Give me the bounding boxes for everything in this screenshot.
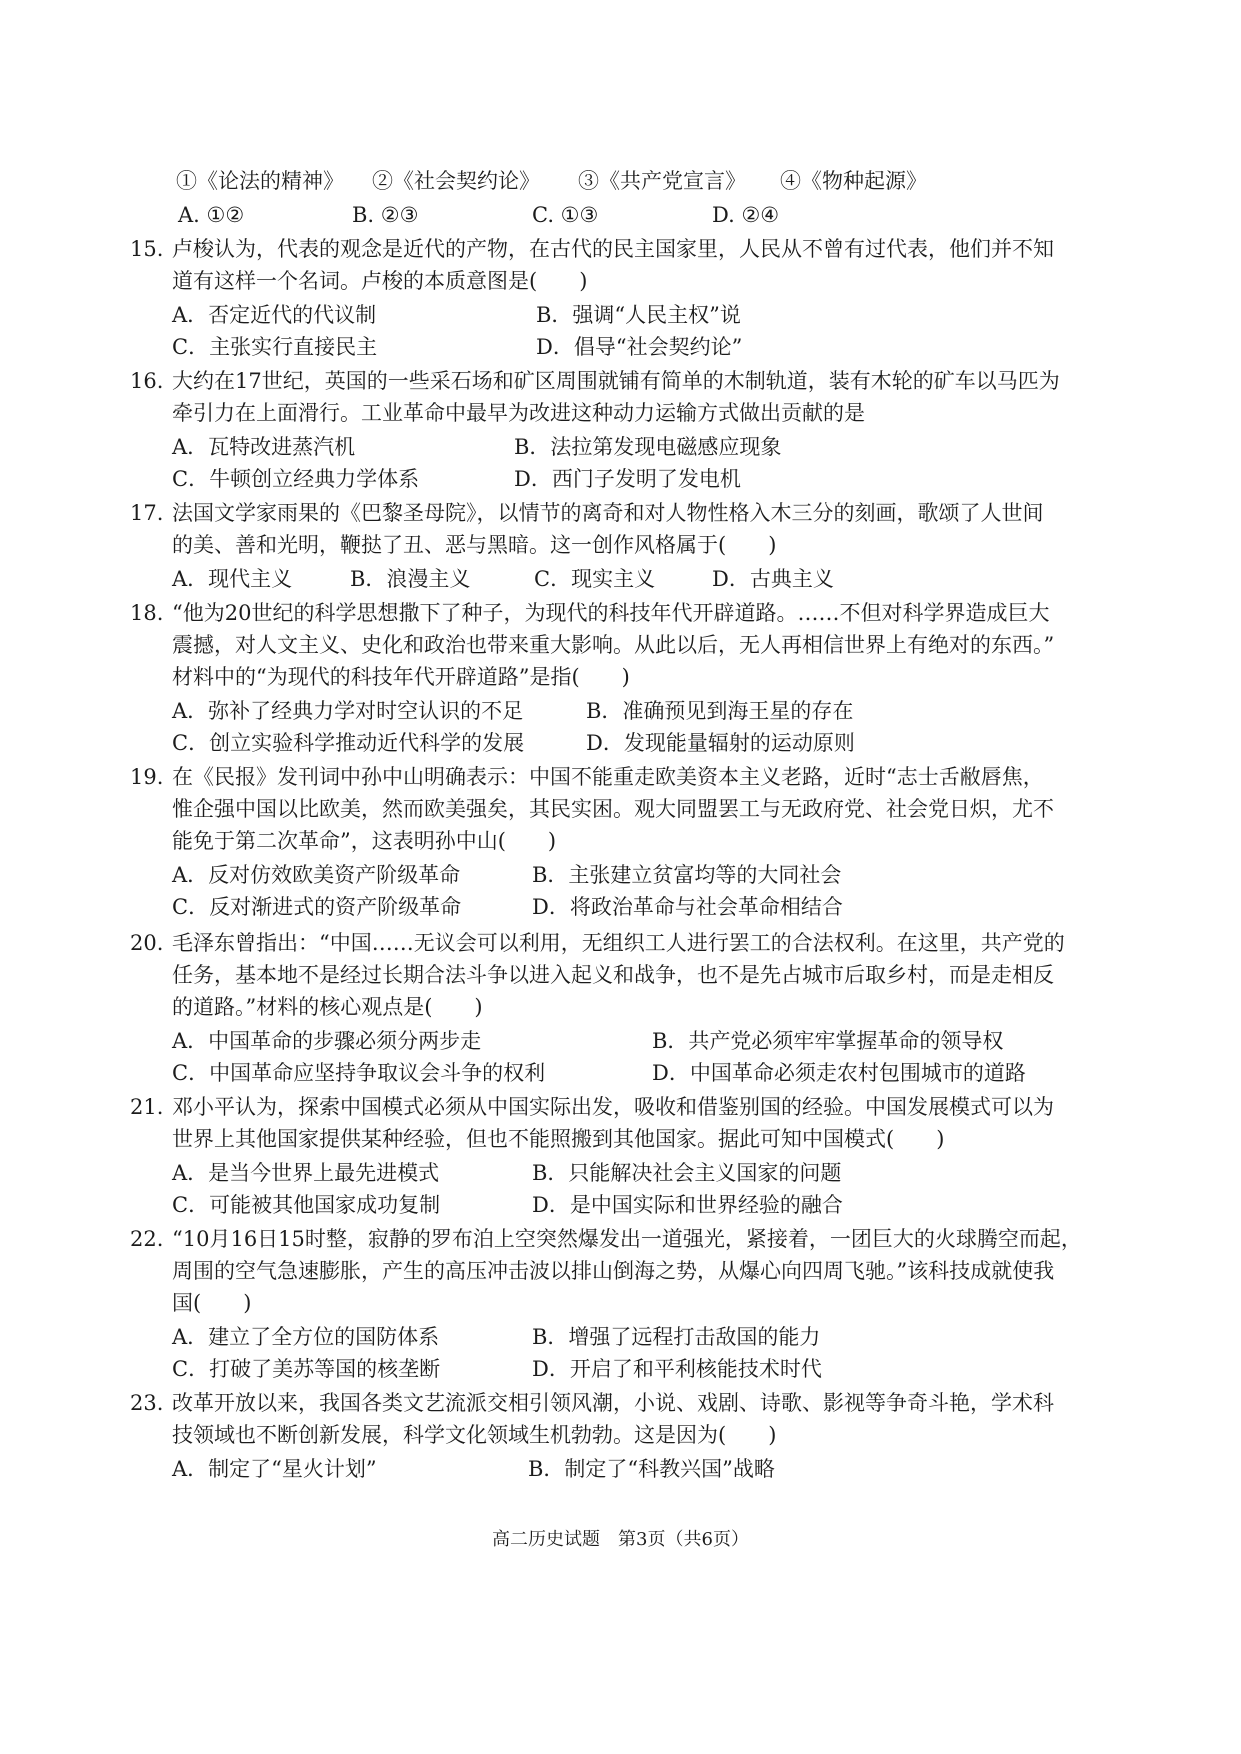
q17-option-d: D．古典主义 <box>712 567 834 591</box>
q15-option-c: C．主张实行直接民主 <box>172 335 378 359</box>
q20-option-a: A．中国革命的步骤必须分两步走 <box>172 1029 482 1053</box>
page-footer: 高二历史试题 第3页（共6页） <box>492 1529 749 1550</box>
q14-option-b: B. ②③ <box>352 203 419 227</box>
q15-option-b: B．强调“人民主权”说 <box>536 303 741 327</box>
q18-stem-line-1: “他为20世纪的科学思想撒下了种子，为现代的科技年代开辟道路。……不但对科学界造成巨大 <box>172 601 1050 625</box>
q21-option-a: A．是当今世界上最先进模式 <box>172 1161 440 1185</box>
q20-option-c: C．中国革命应坚持争取议会斗争的权利 <box>172 1061 546 1085</box>
q18-option-d: D．发现能量辐射的运动原则 <box>586 731 855 755</box>
work-4: ④《物种起源》 <box>780 169 927 193</box>
q16-option-d: D．西门子发明了发电机 <box>514 467 741 491</box>
work-3: ③《共产党宣言》 <box>578 169 746 193</box>
q15-option-a: A．否定近代的代议制 <box>172 303 377 327</box>
q20-stem-line-1: 毛泽东曾指出：“中国……无议会可以利用，无组织工人进行罢工的合法权利。在这里，共产党的 <box>172 931 1065 955</box>
q23-number: 23. <box>130 1391 164 1415</box>
q21-number: 21. <box>130 1095 164 1119</box>
q16-number: 16. <box>130 369 164 393</box>
q19-option-b: B．主张建立贫富均等的大同社会 <box>532 863 842 887</box>
q19-option-d: D．将政治革命与社会革命相结合 <box>532 895 843 919</box>
q22-stem-line-2: 周围的空气急速膨胀，产生的高压冲击波以排山倒海之势，从爆心向四周飞驰。”该科技成就使我 <box>172 1259 1055 1283</box>
q20-number: 20. <box>130 931 164 955</box>
q21-option-d: D．是中国实际和世界经验的融合 <box>532 1193 843 1217</box>
q20-option-b: B．共产党必须牢牢掌握革命的领导权 <box>652 1029 1004 1053</box>
q22-option-b: B．增强了远程打击敌国的能力 <box>532 1325 821 1349</box>
q15-stem-line-2: 道有这样一个名词。卢梭的本质意图是( ) <box>172 269 588 293</box>
q23-stem-line-1: 改革开放以来，我国各类文艺流派交相引领风潮，小说、戏剧、诗歌、影视等争奇斗艳，学术科 <box>172 1391 1054 1415</box>
q15-stem-line-1: 卢梭认为，代表的观念是近代的产物，在古代的民主国家里，人民从不曾有过代表，他们并不知 <box>172 237 1054 261</box>
q18-option-c: C．创立实验科学推动近代科学的发展 <box>172 731 525 755</box>
q18-stem-line-3: 材料中的“为现代的科技年代开辟道路”是指( ) <box>172 665 630 689</box>
q17-stem-line-1: 法国文学家雨果的《巴黎圣母院》，以情节的离奇和对人物性格入木三分的刻画，歌颂了人世间 <box>172 501 1044 525</box>
q23-option-a: A．制定了“星火计划” <box>172 1457 377 1481</box>
q23-stem-line-2: 技领域也不断创新发展，科学文化领域生机勃勃。这是因为( ) <box>172 1423 777 1447</box>
q14-option-d: D. ②④ <box>712 203 780 227</box>
q22-stem-line-1: “10月16日15时整，寂静的罗布泊上空突然爆发出一道强光，紧接着，一团巨大的火球腾空而起， <box>172 1227 1082 1251</box>
work-2: ②《社会契约论》 <box>372 169 540 193</box>
q23-option-b: B．制定了“科教兴国”战略 <box>528 1457 775 1481</box>
q20-stem-line-2: 任务，基本地不是经过长期合法斗争以进入起义和战争，也不是先占城市后取乡村，而是走相反 <box>172 963 1054 987</box>
q19-option-c: C．反对渐进式的资产阶级革命 <box>172 895 462 919</box>
q19-number: 19. <box>130 765 164 789</box>
q20-stem-line-3: 的道路。”材料的核心观点是( ) <box>172 995 483 1019</box>
q22-option-d: D．开启了和平利核能技术时代 <box>532 1357 822 1381</box>
q19-stem-line-1: 在《民报》发刊词中孙中山明确表示：中国不能重走欧美资本主义老路，近时“志士舌敝唇焦， <box>172 765 1044 789</box>
q19-stem-line-3: 能免于第二次革命”，这表明孙中山( ) <box>172 829 557 853</box>
q16-option-c: C．牛顿创立经典力学体系 <box>172 467 420 491</box>
q21-stem-line-2: 世界上其他国家提供某种经验，但也不能照搬到其他国家。据此可知中国模式( ) <box>172 1127 945 1151</box>
q19-stem-line-2: 惟企强中国以比欧美，然而欧美强矣，其民实困。观大同盟罢工与无政府党、社会党日炽，尤不 <box>172 797 1054 821</box>
q22-option-a: A．建立了全方位的国防体系 <box>172 1325 440 1349</box>
q17-stem-line-2: 的美、善和光明，鞭挞了丑、恶与黑暗。这一创作风格属于( ) <box>172 533 777 557</box>
q15-number: 15. <box>130 237 164 261</box>
q16-option-b: B．法拉第发现电磁感应现象 <box>514 435 782 459</box>
q22-option-c: C．打破了美苏等国的核垄断 <box>172 1357 441 1381</box>
work-1: ①《论法的精神》 <box>176 169 344 193</box>
q17-option-a: A．现代主义 <box>172 567 293 591</box>
q21-option-b: B．只能解决社会主义国家的问题 <box>532 1161 842 1185</box>
q17-option-b: B．浪漫主义 <box>350 567 471 591</box>
q20-option-d: D．中国革命必须走农村包围城市的道路 <box>652 1061 1026 1085</box>
q16-stem-line-1: 大约在17世纪，英国的一些采石场和矿区周围就铺有简单的木制轨道，装有木轮的矿车以马匹为 <box>172 369 1060 393</box>
q15-option-d: D．倡导“社会契约论” <box>536 335 743 359</box>
q22-stem-line-3: 国( ) <box>172 1291 252 1315</box>
q14-option-c: C. ①③ <box>532 203 599 227</box>
q18-stem-line-2: 震撼，对人文主义、史化和政治也带来重大影响。从此以后，无人再相信世界上有绝对的东西。” <box>172 633 1055 657</box>
q21-stem-line-1: 邓小平认为，探索中国模式必须从中国实际出发，吸收和借鉴别国的经验。中国发展模式可以为 <box>172 1095 1054 1119</box>
q21-option-c: C．可能被其他国家成功复制 <box>172 1193 441 1217</box>
q18-option-a: A．弥补了经典力学对时空认识的不足 <box>172 699 524 723</box>
q14-option-a: A. ①② <box>178 203 245 227</box>
q18-option-b: B．准确预见到海王星的存在 <box>586 699 854 723</box>
q22-number: 22. <box>130 1227 164 1251</box>
q19-option-a: A．反对仿效欧美资产阶级革命 <box>172 863 461 887</box>
q18-number: 18. <box>130 601 164 625</box>
q17-number: 17. <box>130 501 164 525</box>
q17-option-c: C．现实主义 <box>534 567 656 591</box>
q16-option-a: A．瓦特改进蒸汽机 <box>172 435 356 459</box>
q16-stem-line-2: 牵引力在上面滑行。工业革命中最早为改进这种动力运输方式做出贡献的是 <box>172 401 865 425</box>
